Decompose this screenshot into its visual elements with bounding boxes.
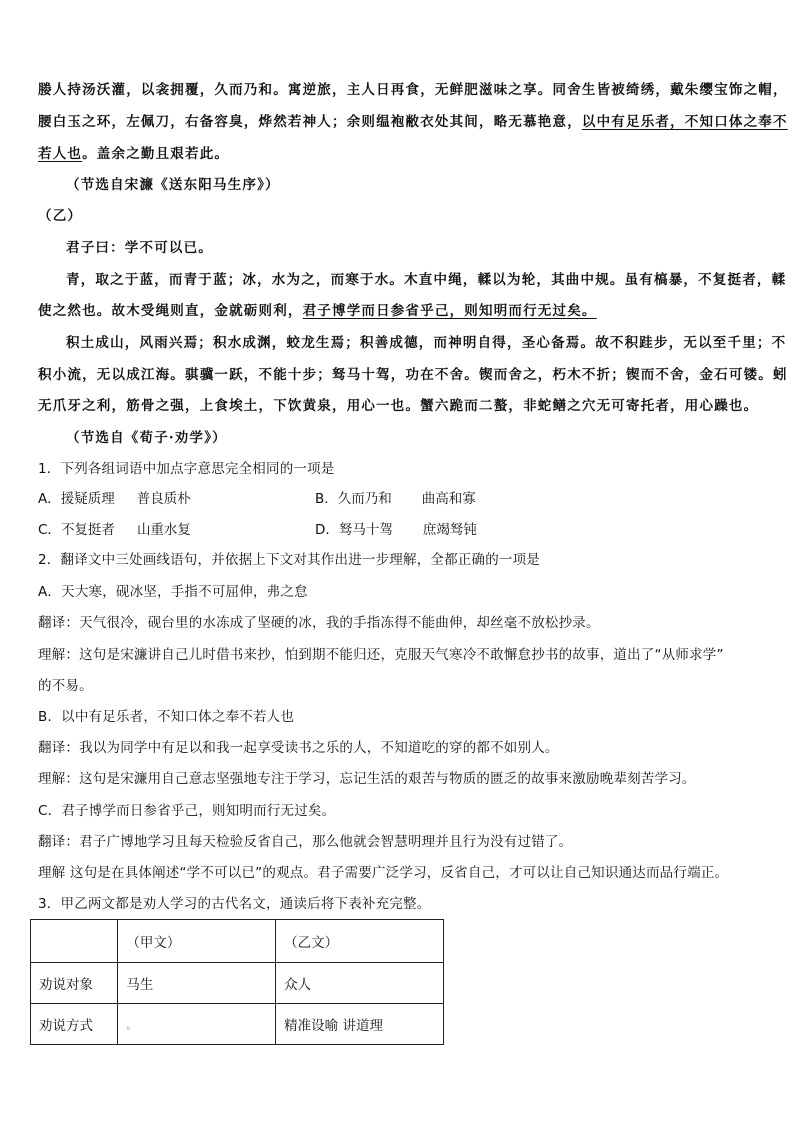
q2-option-b-understanding: 理解：这句是宋濂用自己意志坚强地专注于学习，忘记生活的艰苦与物质的匮乏的故事来激励晚辈刻苦学习。 <box>38 771 696 787</box>
q2-option-a-understanding-line-2: 的不易。 <box>38 678 93 694</box>
q1-option-d-label: D． <box>315 522 339 538</box>
q1-option-b <box>315 489 476 509</box>
table-header-blank <box>31 920 118 963</box>
table-cell-jia-method-blank[interactable]: 。 <box>118 1004 276 1045</box>
passage-jia-line-2-text: 腰白玉之环，左佩刀，右备容臭，烨然若神人；余则缊袍敝衣处其间，略无慕艳意， <box>38 114 582 130</box>
underlined-sentence-b-part2: 若人也 <box>38 146 83 162</box>
passage-yi-label: （乙） <box>38 208 83 224</box>
question-2-stem: 2．翻译文中三处画线语句，并依据上下文对其作出进一步理解，全都正确的一项是 <box>38 552 540 568</box>
q1-option-b-label: B． <box>315 491 338 507</box>
q1-option-a-label: A． <box>38 491 61 507</box>
q2-option-c-translation: 翻译：君子广博地学习且每天检验反省自己，那么他就会智慧明理并且行为没有过错了。 <box>38 834 573 850</box>
question-3-stem: 3．甲乙两文都是劝人学习的古代名文，通读后将下表补充完整。 <box>38 896 431 912</box>
passage-jia-line-3-text: 。盖余之勤且艰若此。 <box>82 146 230 162</box>
q1-option-c-word-2: 山重水复 <box>136 522 191 538</box>
q2-option-a-sentence: A．天大寒，砚冰坚，手指不可屈伸，弗之怠 <box>38 584 308 600</box>
q1-option-a-word-2: 普良质朴 <box>136 491 191 507</box>
table-row <box>31 963 444 1004</box>
q2-option-b-sentence: B．以中有足乐者，不知口体之奉不若人也 <box>38 709 295 725</box>
passage-yi-p3-line-2: 积小流，无以成江海。骐骥一跃，不能十步；驽马十驾，功在不舍。锲而舍之，朽木不折；锲而不舍，金石可镂。蚓 <box>38 367 788 383</box>
answer-table <box>30 919 444 1045</box>
passage-yi-p2-line-2-text: 使之然也。故木受绳则直，金就砺则利， <box>38 303 303 319</box>
passage-jia-line-3 <box>38 144 229 164</box>
passage-yi-p2-line-2 <box>38 301 597 321</box>
passage-jia-source: （节选自宋濂《送东阳马生序》） <box>66 177 280 193</box>
q2-option-b-translation: 翻译：我以为同学中有足以和我一起享受读书之乐的人，不知道吃的穿的都不如别人。 <box>38 740 559 756</box>
q1-option-d-word-1: 驽马十驾 <box>338 522 393 538</box>
q2-option-c-understanding: 理解 这句是在具体阐述“学不可以已”的观点。君子需要广泛学习，反省自己，才可以让自己知识通达而品行端正。 <box>38 865 729 881</box>
q1-option-d <box>315 520 477 540</box>
table-header-row <box>31 920 444 963</box>
table-row-label-target: 劝说对象 <box>31 963 118 1004</box>
table-header-yi: （乙文） <box>276 920 444 963</box>
passage-jia-line-1: 媵人持汤沃灌，以衾拥覆，久而乃和。寓逆旅，主人日再食，无鲜肥滋味之享。同舍生皆被绮绣，戴朱缨宝饰之帽， <box>38 82 788 98</box>
underlined-sentence-c: 君子博学而日参省乎己，则知明而行无过矣。 <box>302 303 597 319</box>
q1-option-a-word-1: 援疑质理 <box>60 491 115 507</box>
passage-yi-source: （节选自《荀子·劝学》） <box>66 430 227 446</box>
q1-option-b-word-2: 曲高和寡 <box>421 491 476 507</box>
table-cell-jia-target[interactable]: 马生 <box>118 963 276 1004</box>
question-1-stem: 1．下列各组词语中加点字意思完全相同的一项是 <box>38 461 335 477</box>
passage-yi-paragraph-1: 君子曰：学不可以已。 <box>66 240 213 256</box>
q2-option-c-sentence: C．君子博学而日参省乎己，则知明而行无过矣。 <box>38 803 336 819</box>
underlined-sentence-b-part1: 以中有足乐者，不知口体之奉不 <box>581 114 788 130</box>
q2-option-a-translation: 翻译：天气很冷，砚台里的水冻成了坚硬的冰，我的手指冻得不能曲伸，却丝毫不放松抄录。 <box>38 615 600 631</box>
passage-yi-p2-line-1: 青，取之于蓝，而青于蓝；冰，水为之，而寒于水。木直中绳，輮以为轮，其曲中规。虽有槁暴，不复挺者，輮 <box>66 272 787 288</box>
q1-option-d-word-2: 庶竭驽钝 <box>422 522 477 538</box>
q1-option-c-word-1: 不复挺者 <box>60 522 115 538</box>
passage-jia-line-2 <box>38 112 788 132</box>
table-row <box>31 1004 444 1045</box>
table-header-jia: （甲文） <box>118 920 276 963</box>
passage-yi-p3-line-3: 无爪牙之利，筋骨之强，上食埃土，下饮黄泉，用心一也。蟹六跪而二螯，非蛇鳝之穴无可寄托者，用心躁也。 <box>38 398 759 414</box>
q2-option-a-understanding-line-1: 理解：这句是宋濂讲自己儿时借书来抄，怕到期不能归还，克服天气寒冷不敢懈怠抄书的故事，道出了“从师求学” <box>38 647 724 663</box>
table-row-label-method: 劝说方式 <box>31 1004 118 1045</box>
table-cell-yi-target[interactable]: 众人 <box>276 963 444 1004</box>
q1-option-c <box>38 520 191 540</box>
table-cell-yi-method[interactable]: 精准设喻 讲道理 <box>276 1004 444 1045</box>
passage-yi-p3-line-1: 积土成山，风雨兴焉；积水成渊，蛟龙生焉；积善成德，而神明自得，圣心备焉。故不积跬步，无以至千里；不 <box>66 335 787 351</box>
q1-option-c-label: C． <box>38 522 61 538</box>
q1-option-a <box>38 489 191 509</box>
q1-option-b-word-1: 久而乃和 <box>337 491 392 507</box>
